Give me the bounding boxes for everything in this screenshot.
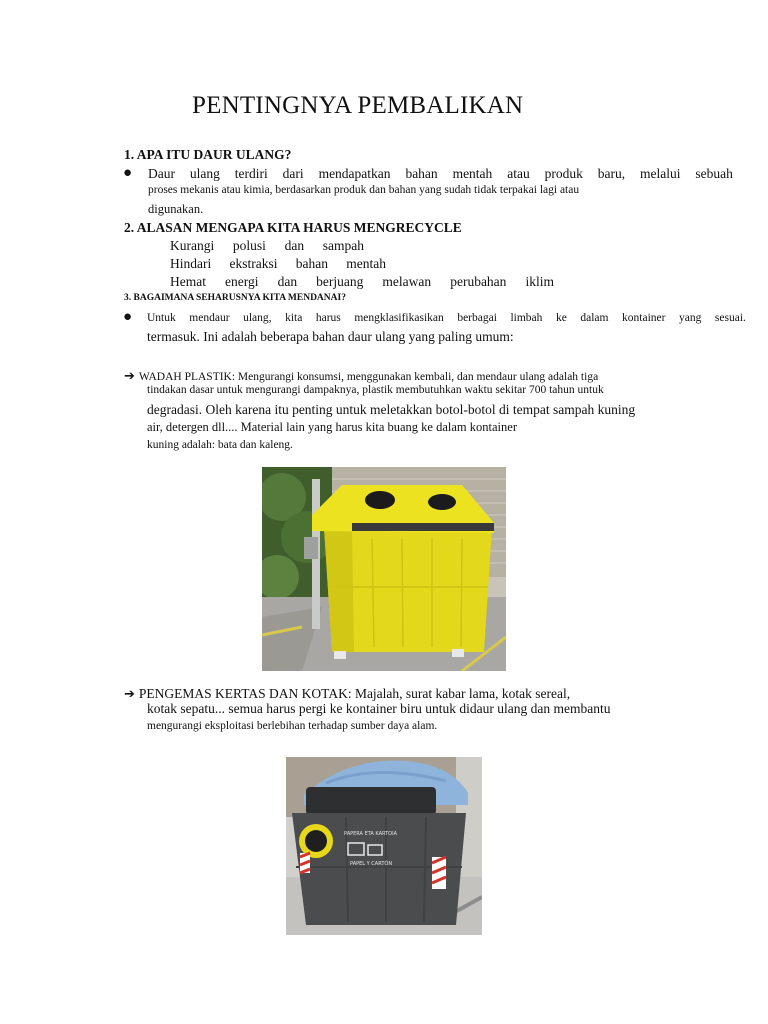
reason-item — [170, 256, 386, 272]
yellow-bin-photo — [262, 467, 506, 671]
section-1-text-line — [148, 166, 733, 182]
word: harus — [315, 312, 341, 324]
word: sebuah — [695, 166, 733, 181]
bullet-icon: ● — [123, 165, 133, 181]
word: energi — [225, 274, 259, 289]
word: mendaur — [189, 312, 230, 324]
word: polusi — [232, 238, 266, 253]
plastic-text-line: air, detergen dll.... Material lain yang harus kita buang ke dalam kontainer — [147, 420, 517, 434]
word: berjuang — [316, 274, 364, 289]
section-2-heading: 2. ALASAN MENGAPA KITA HARUS MENGRECYCLE — [124, 220, 462, 235]
word: Kurangi — [170, 238, 215, 253]
paper-text-line: kotak sepatu... semua harus pergi ke kontainer biru untuk didaur ulang dan membantu — [147, 701, 611, 716]
arrow-icon: ➔ — [124, 369, 135, 384]
word: terdiri — [234, 166, 268, 181]
word: ulang — [189, 166, 220, 181]
word: sampah — [322, 238, 364, 253]
word: Hemat — [170, 274, 206, 289]
reason-item — [170, 238, 364, 254]
bin-label-bottom: PAPEL Y CARTÓN — [350, 861, 393, 867]
reason-item — [170, 274, 554, 290]
word: perubahan — [450, 274, 507, 289]
word: sesuai. — [714, 312, 746, 324]
plastic-text-line: tindakan dasar untuk mengurangi dampaknya, plastik membutuhkan waktu sekitar 700 tahun untuk — [147, 384, 604, 396]
section-1-text-line: proses mekanis atau kimia, berdasarkan produk dan bahan yang sudah tidak terpakai lagi atau — [148, 184, 580, 196]
word: ekstraksi — [229, 256, 278, 271]
word: yang — [679, 312, 702, 324]
word: baru, — [597, 166, 626, 181]
word: melalui — [640, 166, 681, 181]
bin-label-top: PAPERA ETA KARTOIA — [344, 831, 398, 837]
bullet-icon: ● — [123, 309, 133, 325]
section-3-text-line: termasuk. Ini adalah beberapa bahan daur ulang yang paling umum: — [147, 329, 514, 344]
paper-text-line: mengurangi eksploitasi berlebihan terhadap sumber daya alam. — [147, 720, 438, 732]
word: berbagai — [457, 312, 497, 324]
plastic-paragraph — [124, 367, 598, 385]
word: limbah — [510, 312, 543, 324]
word: produk — [544, 166, 583, 181]
blue-bin-photo — [286, 757, 482, 935]
word: dari — [282, 166, 304, 181]
word: mentah — [452, 166, 493, 181]
word: Hindari — [170, 256, 212, 271]
word: dan — [284, 238, 305, 253]
word: dalam — [580, 312, 609, 324]
section-3-text-line — [147, 312, 746, 324]
word: atau — [507, 166, 530, 181]
word: Untuk — [147, 312, 176, 324]
word: iklim — [525, 274, 554, 289]
plastic-text-line: kuning adalah: bata dan kaleng. — [147, 439, 293, 451]
section-1-text-line: digunakan. — [148, 202, 204, 216]
section-1-heading: 1. APA ITU DAUR ULANG? — [124, 147, 292, 162]
word: kita — [285, 312, 303, 324]
plastic-text-line: degradasi. Oleh karena itu penting untuk meletakkan botol-botol di tempat sampah kuning — [147, 402, 636, 417]
word: bahan — [295, 256, 328, 271]
plastic-text-line: WADAH PLASTIK: Mengurangi konsumsi, menggunakan kembali, dan mendaur ulang adalah tiga — [138, 371, 599, 383]
page-title: PENTINGNYA PEMBALIKAN — [192, 92, 524, 119]
word: kontainer — [622, 312, 666, 324]
word: dan — [277, 274, 298, 289]
word: ke — [555, 312, 567, 324]
section-3-heading: 3. BAGAIMANA SEHARUSNYA KITA MENDANAI? — [124, 293, 346, 303]
word: bahan — [405, 166, 438, 181]
word: mentah — [346, 256, 386, 271]
word: mengklasifikasikan — [354, 312, 444, 324]
word: melawan — [382, 274, 432, 289]
word: ulang, — [243, 312, 272, 324]
paper-text-line: PENGEMAS KERTAS DAN KOTAK: Majalah, surat kabar lama, kotak sereal, — [138, 686, 571, 701]
word: mendapatkan — [318, 166, 391, 181]
arrow-icon: ➔ — [124, 687, 135, 702]
word: Daur — [148, 166, 175, 181]
